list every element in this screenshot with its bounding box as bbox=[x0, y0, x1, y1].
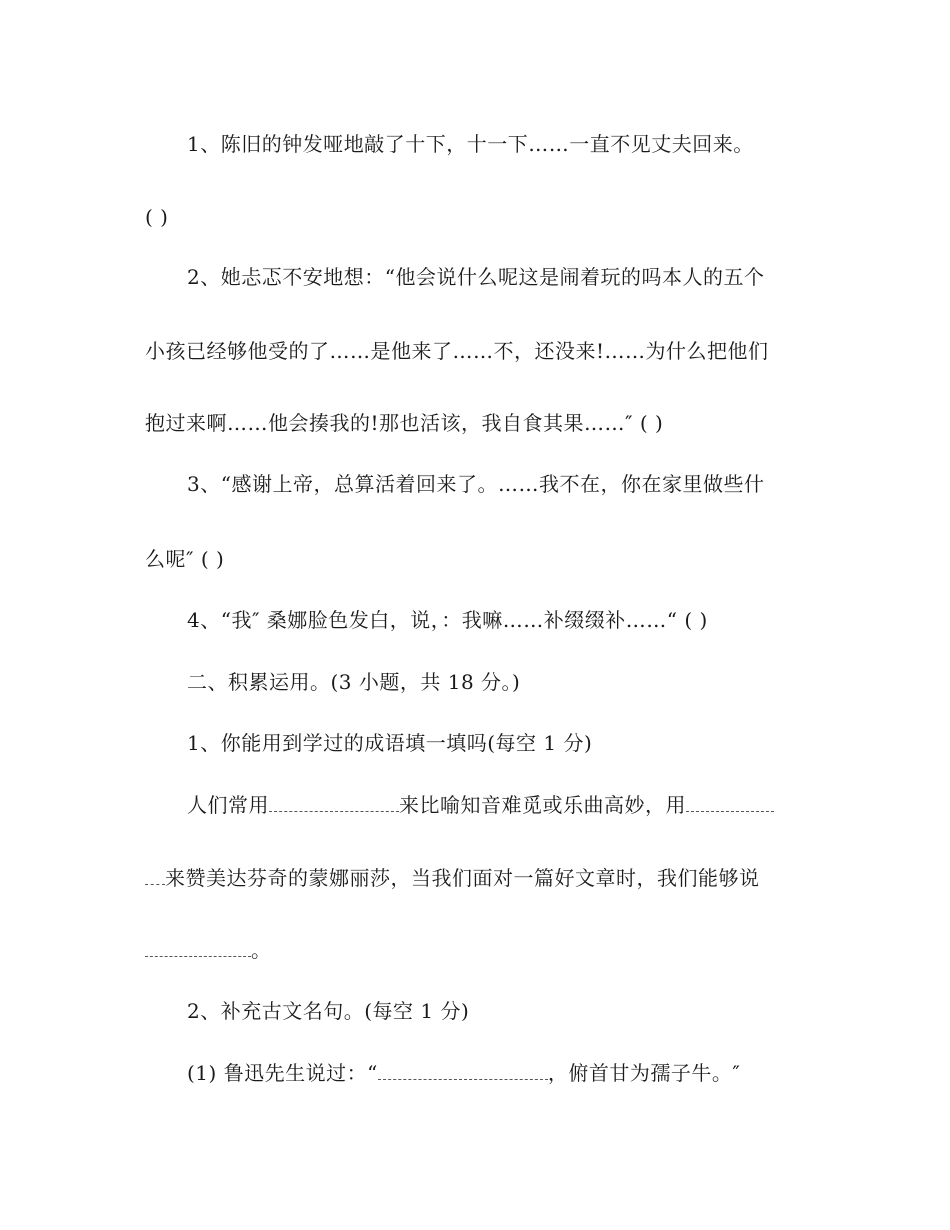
idiom-blank-1[interactable] bbox=[269, 793, 399, 812]
idiom-blank-3[interactable] bbox=[145, 938, 251, 957]
idiom-fill-text-b: 来比喻知音难觅或乐曲高妙，用 bbox=[399, 793, 686, 817]
classical-quote-item-1 bbox=[187, 1059, 740, 1087]
question-1-answer-bracket: ( ) bbox=[145, 205, 169, 229]
question-4-text: 4、“我″ 桑娜脸色发白，说，：我嘛……补缀缀补……“ ( ) bbox=[187, 608, 708, 632]
question-3-text-line1: 3、“感谢上帝，总算活着回来了。……我不在，你在家里做些什 bbox=[187, 472, 765, 496]
section-2-question-1-title: 1、你能用到学过的成语填一填吗(每空 1 分) bbox=[187, 731, 593, 755]
section-2-heading: 二、积累运用。(3 小题，共 18 分。) bbox=[187, 670, 521, 694]
idiom-fill-line1 bbox=[187, 791, 774, 819]
idiom-fill-text-a: 人们常用 bbox=[187, 793, 269, 817]
classical-quote-blank[interactable] bbox=[378, 1061, 548, 1080]
idiom-fill-line3 bbox=[145, 936, 272, 964]
idiom-fill-end: 。 bbox=[251, 938, 272, 962]
idiom-blank-2-cont[interactable] bbox=[145, 866, 165, 885]
question-2-text-line3: 抱过来啊……他会揍我的!那也活该，我自食其果……″ ( ) bbox=[145, 411, 664, 435]
idiom-fill-line2 bbox=[145, 864, 760, 892]
idiom-fill-text-c: 来赞美达芬奇的蒙娜丽莎，当我们面对一篇好文章时，我们能够说 bbox=[165, 866, 760, 890]
question-1-text: 1、陈旧的钟发哑地敲了十下，十一下……一直不见丈夫回来。 bbox=[187, 132, 754, 156]
classical-quote-suffix: ，俯首甘为孺子牛。″ bbox=[547, 1061, 741, 1085]
question-2-text-line1: 2、她忐忑不安地想：“他会说什么呢这是闹着玩的吗本人的五个 bbox=[187, 265, 765, 289]
question-3-text-line2: 么呢″ ( ) bbox=[145, 547, 225, 571]
idiom-blank-2[interactable] bbox=[686, 793, 774, 812]
question-2-text-line2: 小孩已经够他受的了……是他来了……不，还没来!……为什么把他们 bbox=[145, 339, 769, 363]
classical-quote-prefix: (1) 鲁迅先生说过：“ bbox=[187, 1061, 378, 1085]
section-2-question-2-title: 2、补充古文名句。(每空 1 分) bbox=[187, 999, 470, 1023]
